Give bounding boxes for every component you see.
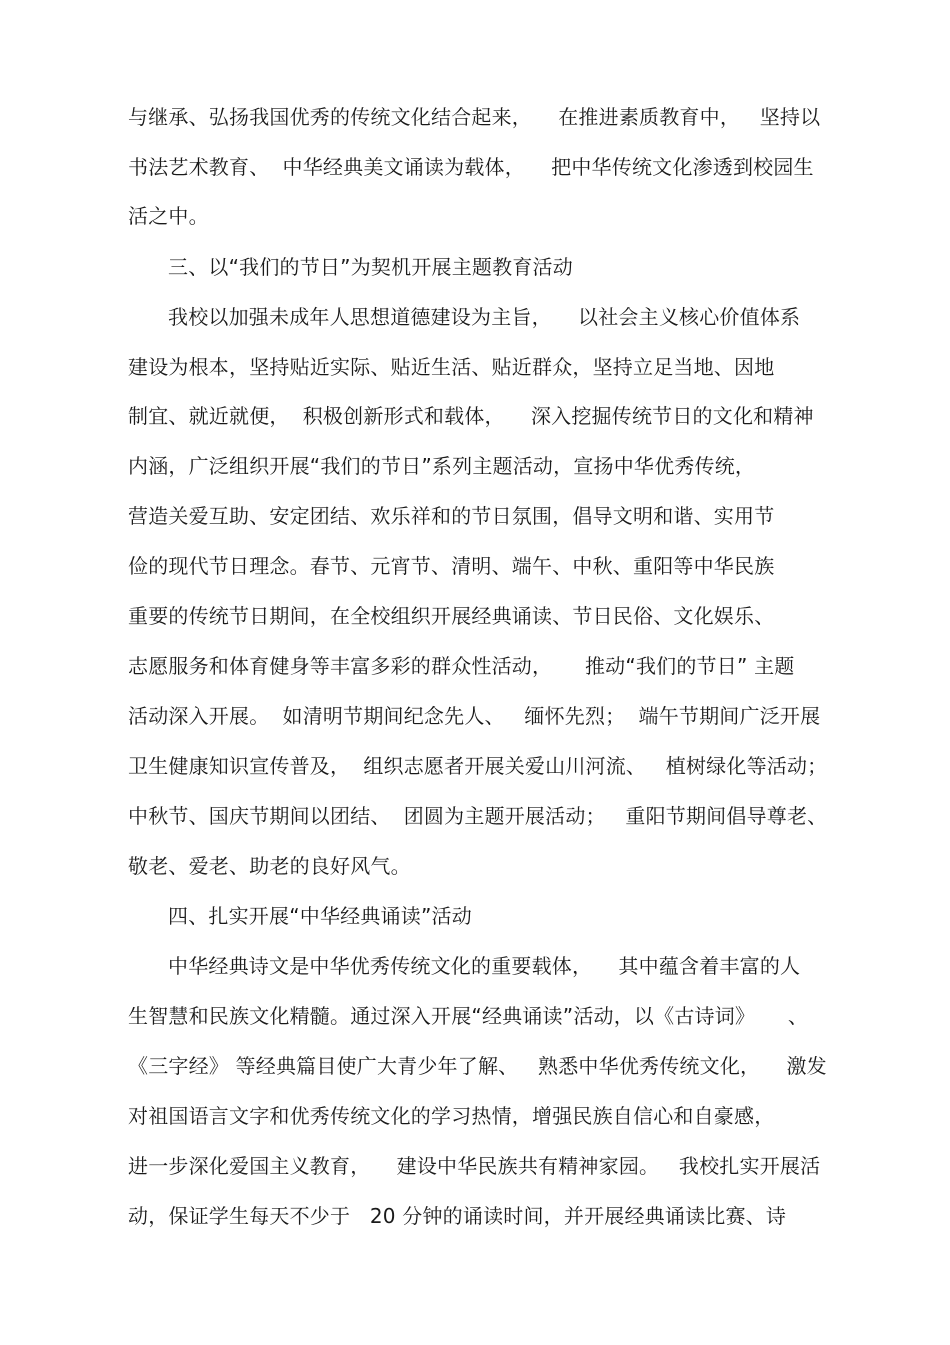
text-line: 重要的传统节日期间，在全校组织开展经典诵读、节日民俗、文化娱乐、 xyxy=(128,604,775,628)
text-line: 内涵，广泛组织开展“我们的节日”系列主题活动，宣扬中华优秀传统， xyxy=(128,454,756,478)
text-line: 建设为根本，坚持贴近实际、贴近生活、贴近群众，坚持立足当地、因地 xyxy=(128,355,775,379)
text-line: 活之中。 xyxy=(128,204,209,228)
text-line: 敬老、爱老、助老的良好风气。 xyxy=(128,854,411,878)
text-line: 中秋节、国庆节期间以团结、 团圆为主题开展活动； 重阳节期间倡导尊老、 xyxy=(128,804,828,828)
text-line: 俭的现代节日理念。春节、元宵节、清明、端午、中秋、重阳等中华民族 xyxy=(128,554,775,578)
text-line: 进一步深化爱国主义教育， 建设中华民族共有精神家园。 我校扎实开展活 xyxy=(128,1154,821,1178)
text-line: 志愿服务和体育健身等丰富多彩的群众性活动， 推动“我们的节日” 主题 xyxy=(128,654,795,678)
text-line: 对祖国语言文字和优秀传统文化的学习热情，增强民族自信心和自豪感， xyxy=(128,1104,775,1128)
text-line: 活动深入开展。 如清明节期间纪念先人、 缅怀先烈； 端午节期间广泛开展 xyxy=(128,704,821,728)
section-heading: 三、以“我们的节日”为契机开展主题教育活动 xyxy=(168,255,573,279)
text-line: 制宜、就近就便， 积极创新形式和载体， 深入挖掘传统节日的文化和精神 xyxy=(128,404,814,428)
text-line: 生智慧和民族文化精髓。通过深入开展“经典诵读”活动，以《古诗词》 、 xyxy=(128,1004,809,1028)
text-line: 书法艺术教育、 中华经典美文诵读为载体， 把中华传统文化渗透到校园生 xyxy=(128,155,814,179)
text-line: 与继承、弘扬我国优秀的传统文化结合起来， 在推进素质教育中， 坚持以 xyxy=(128,105,821,129)
text-line: 《三字经》 等经典篇目使广大青少年了解、 熟悉中华优秀传统文化， 激发 xyxy=(128,1054,827,1078)
section-heading: 四、扎实开展“中华经典诵读”活动 xyxy=(168,904,472,928)
text-line: 卫生健康知识宣传普及， 组织志愿者开展关爱山川河流、 植树绿化等活动； xyxy=(128,754,828,778)
text-line: 我校以加强未成年人思想道德建设为主旨， 以社会主义核心价值体系 xyxy=(168,305,801,329)
text-line: 动，保证学生每天不少于 20 分钟的诵读时间，并开展经典诵读比赛、诗 xyxy=(128,1204,787,1228)
text-line: 中华经典诗文是中华优秀传统文化的重要载体， 其中蕴含着丰富的人 xyxy=(168,954,801,978)
text-line: 营造关爱互助、安定团结、欢乐祥和的节日氛围，倡导文明和谐、实用节 xyxy=(128,504,775,528)
